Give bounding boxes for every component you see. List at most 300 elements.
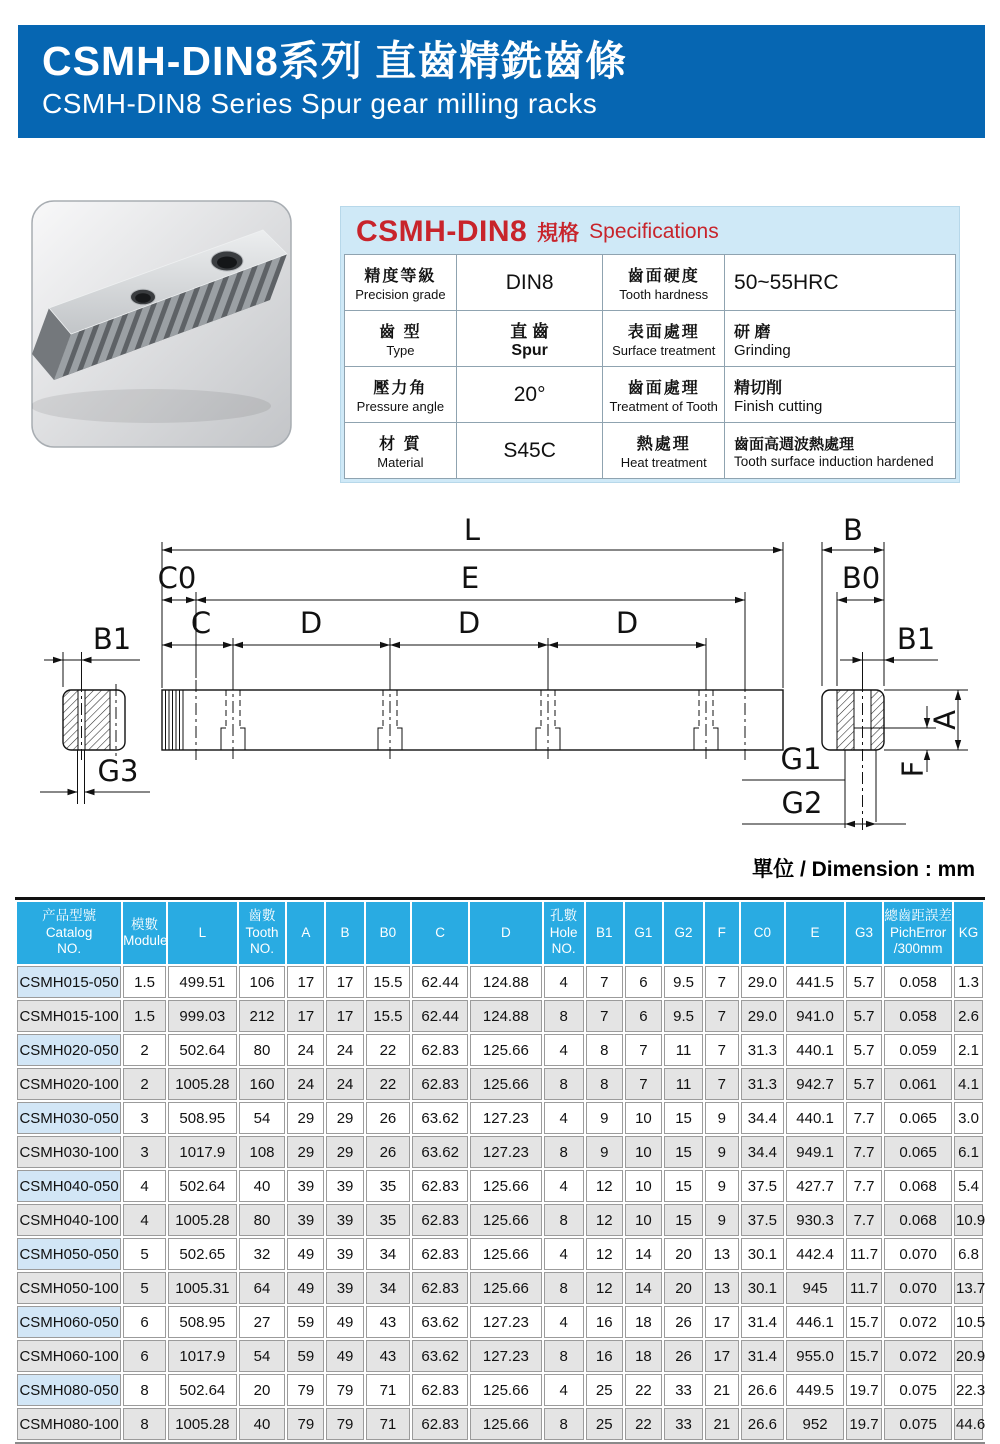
value-cell: 508.95 (168, 1306, 237, 1338)
value-cell: 125.66 (470, 1272, 542, 1304)
dimension-diagram (0, 488, 1000, 860)
product-photo (31, 200, 292, 448)
value-cell: 31.4 (741, 1306, 785, 1338)
value-cell: 12 (586, 1272, 623, 1304)
value-cell: 8 (586, 1068, 623, 1100)
column-header-line: 产品型號 (42, 908, 97, 924)
dimensions-table-head-row (17, 902, 983, 964)
value-cell: 15 (664, 1136, 703, 1168)
spec-brand: CSMH-DIN8 (356, 215, 528, 248)
value-cell: 1005.28 (168, 1068, 237, 1100)
value-cell: 17 (705, 1340, 738, 1372)
value-cell: 20 (239, 1374, 286, 1406)
column-header (705, 902, 738, 964)
value-cell: 0.068 (884, 1170, 952, 1202)
value-cell: 7 (586, 966, 623, 998)
catalog-cell: CSMH060-100 (17, 1340, 121, 1372)
spec-label: 熱處理 Heat treatment (603, 423, 725, 479)
column-header-line: A (301, 924, 311, 940)
column-header-line: KG (958, 924, 979, 940)
dimension-labels (93, 513, 962, 820)
value-cell: 7 (705, 1068, 738, 1100)
column-header-line: F (717, 924, 726, 940)
value-cell: 8 (544, 1340, 584, 1372)
table-row (17, 1272, 983, 1304)
value-cell: 8 (586, 1034, 623, 1066)
dim-label-f: F (896, 760, 930, 778)
catalog-cell: CSMH020-100 (17, 1068, 121, 1100)
value-cell: 26 (366, 1102, 411, 1134)
column-header-line: B0 (379, 924, 397, 940)
dim-label-b1: B1 (92, 622, 132, 656)
value-cell: 2 (123, 1034, 166, 1066)
value-cell: 10 (625, 1102, 662, 1134)
value-cell: 9.5 (664, 966, 703, 998)
catalog-cell: CSMH015-050 (17, 966, 121, 998)
value-cell: 49 (326, 1340, 363, 1372)
dimensions-table (15, 897, 985, 1444)
column-header-line: B1 (595, 924, 613, 940)
value-cell: 502.64 (168, 1170, 237, 1202)
value-cell: 6.8 (954, 1238, 983, 1270)
value-cell: 12 (586, 1170, 623, 1202)
dim-label-c0: C0 (157, 561, 197, 595)
column-header-line: Catalog (45, 924, 93, 940)
value-cell: 64 (239, 1272, 286, 1304)
column-header-line: Hole (549, 924, 578, 940)
value-cell: 25 (586, 1374, 623, 1406)
column-header-line: NO. (551, 941, 576, 957)
value-cell: 7.7 (846, 1204, 882, 1236)
column-header (846, 902, 882, 964)
value-cell: 24 (287, 1034, 324, 1066)
value-cell: 1017.9 (168, 1340, 237, 1372)
value-cell: 0.058 (884, 966, 952, 998)
value-cell: 26 (366, 1136, 411, 1168)
value-cell: 999.03 (168, 1000, 237, 1032)
value-cell: 33 (664, 1374, 703, 1406)
value-cell: 8 (123, 1408, 166, 1440)
spec-title (344, 210, 956, 254)
value-cell: 80 (239, 1204, 286, 1236)
value-cell: 31.3 (741, 1068, 785, 1100)
value-cell: 4 (544, 966, 584, 998)
value-cell: 11.7 (846, 1238, 882, 1270)
value-cell: 446.1 (786, 1306, 844, 1338)
value-cell: 1005.28 (168, 1204, 237, 1236)
spec-grid (344, 254, 956, 479)
column-header-line: /300mm (893, 941, 943, 957)
value-cell: 160 (239, 1068, 286, 1100)
value-cell: 12 (586, 1204, 623, 1236)
value-cell: 31.3 (741, 1034, 785, 1066)
value-cell: 62.83 (412, 1034, 468, 1066)
value-cell: 8 (544, 1068, 584, 1100)
catalog-cell: CSMH015-100 (17, 1000, 121, 1032)
value-cell: 6 (123, 1306, 166, 1338)
value-cell: 10 (625, 1136, 662, 1168)
value-cell: 125.66 (470, 1204, 542, 1236)
value-cell: 39 (326, 1238, 363, 1270)
table-row (17, 1102, 983, 1134)
spec-value: 50~55HRC (725, 255, 956, 311)
value-cell: 9 (705, 1204, 738, 1236)
value-cell: 79 (326, 1408, 363, 1440)
value-cell: 43 (366, 1306, 411, 1338)
value-cell: 502.64 (168, 1034, 237, 1066)
column-header (954, 902, 983, 964)
value-cell: 8 (544, 1272, 584, 1304)
value-cell: 26.6 (741, 1374, 785, 1406)
value-cell: 11 (664, 1068, 703, 1100)
column-header (625, 902, 662, 964)
value-cell: 62.83 (412, 1204, 468, 1236)
value-cell: 0.068 (884, 1204, 952, 1236)
table-row (17, 1204, 983, 1236)
value-cell: 10.5 (954, 1306, 983, 1338)
value-cell: 71 (366, 1408, 411, 1440)
value-cell: 18 (625, 1340, 662, 1372)
dim-label-d: D (615, 606, 639, 640)
table-row (17, 966, 983, 998)
value-cell: 17 (705, 1306, 738, 1338)
catalog-cell: CSMH060-050 (17, 1306, 121, 1338)
value-cell: 22.3 (954, 1374, 983, 1406)
value-cell: 14 (625, 1272, 662, 1304)
value-cell: 8 (123, 1374, 166, 1406)
column-header (544, 902, 584, 964)
value-cell: 33 (664, 1408, 703, 1440)
value-cell: 0.059 (884, 1034, 952, 1066)
dim-label-d: D (457, 606, 481, 640)
column-header (366, 902, 411, 964)
value-cell: 8 (544, 1000, 584, 1032)
table-row (17, 1068, 983, 1100)
value-cell: 5.7 (846, 1000, 882, 1032)
table-row (17, 1034, 983, 1066)
value-cell: 0.072 (884, 1306, 952, 1338)
value-cell: 9 (586, 1136, 623, 1168)
value-cell: 29 (287, 1136, 324, 1168)
value-cell: 39 (326, 1170, 363, 1202)
catalog-cell: CSMH040-050 (17, 1170, 121, 1202)
value-cell: 3 (123, 1102, 166, 1134)
value-cell: 20 (664, 1272, 703, 1304)
value-cell: 21 (705, 1408, 738, 1440)
spec-value: 研 磨 Grinding (725, 311, 956, 367)
value-cell: 2.6 (954, 1000, 983, 1032)
value-cell: 54 (239, 1340, 286, 1372)
value-cell: 941.0 (786, 1000, 844, 1032)
value-cell: 26 (664, 1340, 703, 1372)
value-cell: 10 (625, 1170, 662, 1202)
dimensions-table-body (17, 966, 986, 1440)
column-header-line: 模數 (131, 916, 159, 932)
value-cell: 80 (239, 1034, 286, 1066)
value-cell: 125.66 (470, 1034, 542, 1066)
value-cell: 0.065 (884, 1102, 952, 1134)
value-cell: 9 (705, 1136, 738, 1168)
value-cell: 15.7 (846, 1340, 882, 1372)
value-cell: 29.0 (741, 966, 785, 998)
spec-value: DIN8 (456, 255, 603, 311)
value-cell: 12 (586, 1238, 623, 1270)
spec-table (340, 206, 960, 483)
catalog-cell: CSMH040-100 (17, 1204, 121, 1236)
value-cell: 502.65 (168, 1238, 237, 1270)
value-cell: 17 (326, 966, 363, 998)
value-cell: 3 (123, 1136, 166, 1168)
gear-rack-image (31, 200, 292, 448)
column-header-line: PichError (889, 924, 947, 940)
dim-label-b0: B0 (841, 561, 881, 595)
value-cell: 13.7 (954, 1272, 983, 1304)
value-cell: 930.3 (786, 1204, 844, 1236)
column-header-line: NO. (57, 941, 82, 957)
value-cell: 449.5 (786, 1374, 844, 1406)
column-header-line: G3 (855, 924, 874, 940)
column-header (412, 902, 468, 964)
value-cell: 32 (239, 1238, 286, 1270)
value-cell: 5.7 (846, 1034, 882, 1066)
table-row (17, 1000, 983, 1032)
value-cell: 15 (664, 1204, 703, 1236)
value-cell: 30.1 (741, 1272, 785, 1304)
value-cell: 1.5 (123, 1000, 166, 1032)
value-cell: 0.072 (884, 1340, 952, 1372)
value-cell: 125.66 (470, 1374, 542, 1406)
value-cell: 4.1 (954, 1068, 983, 1100)
value-cell: 29 (326, 1136, 363, 1168)
value-cell: 63.62 (412, 1136, 468, 1168)
value-cell: 39 (287, 1170, 324, 1202)
value-cell: 441.5 (786, 966, 844, 998)
value-cell: 2.1 (954, 1034, 983, 1066)
value-cell: 0.065 (884, 1136, 952, 1168)
column-header (123, 902, 166, 964)
value-cell: 7 (705, 1034, 738, 1066)
value-cell: 5.7 (846, 1068, 882, 1100)
spec-label: 材 質 Material (345, 423, 457, 479)
value-cell: 15.5 (366, 1000, 411, 1032)
value-cell: 26 (664, 1306, 703, 1338)
value-cell: 62.83 (412, 1170, 468, 1202)
value-cell: 212 (239, 1000, 286, 1032)
column-header (884, 902, 952, 964)
value-cell: 4 (123, 1170, 166, 1202)
value-cell: 7 (705, 1000, 738, 1032)
dim-label-a: A (928, 710, 962, 730)
value-cell: 18 (625, 1306, 662, 1338)
value-cell: 508.95 (168, 1102, 237, 1134)
dim-label-d: D (299, 606, 323, 640)
value-cell: 7 (625, 1034, 662, 1066)
column-header (168, 902, 237, 964)
value-cell: 8 (544, 1408, 584, 1440)
spec-title-zh: 規格 (537, 222, 580, 245)
spec-label: 壓力角 Pressure angle (345, 367, 457, 423)
value-cell: 0.061 (884, 1068, 952, 1100)
dim-label-g3: G3 (97, 754, 139, 788)
value-cell: 125.66 (470, 1068, 542, 1100)
value-cell: 7 (586, 1000, 623, 1032)
value-cell: 39 (326, 1272, 363, 1304)
value-cell: 29 (326, 1102, 363, 1134)
value-cell: 952 (786, 1408, 844, 1440)
dim-label-b1: B1 (896, 622, 936, 656)
value-cell: 9 (705, 1170, 738, 1202)
value-cell: 35 (366, 1204, 411, 1236)
value-cell: 0.058 (884, 1000, 952, 1032)
value-cell: 16 (586, 1306, 623, 1338)
value-cell: 15.5 (366, 966, 411, 998)
value-cell: 7 (625, 1068, 662, 1100)
value-cell: 30.1 (741, 1238, 785, 1270)
column-header (664, 902, 703, 964)
value-cell: 24 (326, 1068, 363, 1100)
value-cell: 108 (239, 1136, 286, 1168)
column-header-line: Module (123, 933, 168, 948)
value-cell: 11.7 (846, 1272, 882, 1304)
value-cell: 35 (366, 1170, 411, 1202)
value-cell: 15 (664, 1102, 703, 1134)
value-cell: 1.3 (954, 966, 983, 998)
value-cell: 6 (625, 966, 662, 998)
value-cell: 39 (326, 1204, 363, 1236)
value-cell: 34.4 (741, 1102, 785, 1134)
value-cell: 13 (705, 1238, 738, 1270)
value-cell: 79 (287, 1408, 324, 1440)
value-cell: 22 (366, 1068, 411, 1100)
value-cell: 71 (366, 1374, 411, 1406)
value-cell: 1005.31 (168, 1272, 237, 1304)
value-cell: 427.7 (786, 1170, 844, 1202)
value-cell: 44.6 (954, 1408, 983, 1440)
value-cell: 442.4 (786, 1238, 844, 1270)
value-cell: 2 (123, 1068, 166, 1100)
value-cell: 10 (625, 1204, 662, 1236)
spec-row (345, 311, 956, 367)
dim-label-e: E (460, 561, 480, 595)
column-header (287, 902, 324, 964)
value-cell: 62.83 (412, 1068, 468, 1100)
spec-value: 齒面高週波熱處理 Tooth surface induction hardened (725, 423, 956, 479)
column-header-line: L (198, 924, 207, 940)
value-cell: 29 (287, 1102, 324, 1134)
spec-value: 20° (456, 367, 603, 423)
value-cell: 43 (366, 1340, 411, 1372)
catalog-cell: CSMH030-050 (17, 1102, 121, 1134)
catalog-cell: CSMH080-050 (17, 1374, 121, 1406)
column-header (239, 902, 286, 964)
value-cell: 106 (239, 966, 286, 998)
value-cell: 34.4 (741, 1136, 785, 1168)
value-cell: 37.5 (741, 1170, 785, 1202)
spec-value: 精切削 Finish cutting (725, 367, 956, 423)
value-cell: 125.66 (470, 1238, 542, 1270)
table-row (17, 1238, 983, 1270)
value-cell: 7.7 (846, 1102, 882, 1134)
spec-label: 齒 型 Type (345, 311, 457, 367)
technical-drawing (0, 488, 1000, 860)
catalog-cell: CSMH050-050 (17, 1238, 121, 1270)
value-cell: 26.6 (741, 1408, 785, 1440)
spec-value: S45C (456, 423, 603, 479)
value-cell: 5.4 (954, 1170, 983, 1202)
spec-row (345, 423, 956, 479)
value-cell: 4 (544, 1306, 584, 1338)
value-cell: 17 (326, 1000, 363, 1032)
spec-title-en: Specifications (589, 220, 719, 243)
value-cell: 440.1 (786, 1102, 844, 1134)
value-cell: 124.88 (470, 966, 542, 998)
value-cell: 4 (544, 1034, 584, 1066)
banner (18, 25, 985, 138)
value-cell: 62.83 (412, 1374, 468, 1406)
value-cell: 6 (625, 1000, 662, 1032)
column-header-line: 孔數 (550, 908, 578, 924)
column-header-line: G2 (674, 924, 693, 940)
catalog-cell: CSMH050-100 (17, 1272, 121, 1304)
value-cell: 127.23 (470, 1306, 542, 1338)
value-cell: 39 (287, 1204, 324, 1236)
value-cell: 15 (664, 1170, 703, 1202)
value-cell: 54 (239, 1102, 286, 1134)
value-cell: 5.7 (846, 966, 882, 998)
table-row (17, 1306, 983, 1338)
page-subtitle: CSMH-DIN8 Series Spur gear milling racks (42, 88, 598, 120)
value-cell: 8 (544, 1204, 584, 1236)
spec-row (345, 255, 956, 311)
value-cell: 499.51 (168, 966, 237, 998)
spec-label: 齒面硬度 Tooth hardness (603, 255, 725, 311)
value-cell: 59 (287, 1340, 324, 1372)
column-header-line: D (500, 924, 511, 940)
value-cell: 1017.9 (168, 1136, 237, 1168)
value-cell: 9.5 (664, 1000, 703, 1032)
column-header-line: 齒數 (248, 908, 276, 924)
value-cell: 79 (287, 1374, 324, 1406)
value-cell: 59 (287, 1306, 324, 1338)
dim-label-g2: G2 (781, 786, 823, 820)
value-cell: 6 (123, 1340, 166, 1372)
value-cell: 7 (705, 966, 738, 998)
value-cell: 4 (544, 1374, 584, 1406)
value-cell: 62.83 (412, 1408, 468, 1440)
value-cell: 31.4 (741, 1340, 785, 1372)
value-cell: 34 (366, 1238, 411, 1270)
value-cell: 10.9 (954, 1204, 983, 1236)
value-cell: 0.070 (884, 1238, 952, 1270)
units-note: 單位 / Dimension : mm (752, 858, 975, 881)
value-cell: 124.88 (470, 1000, 542, 1032)
value-cell: 62.83 (412, 1238, 468, 1270)
value-cell: 16 (586, 1340, 623, 1372)
value-cell: 20 (664, 1238, 703, 1270)
value-cell: 7.7 (846, 1170, 882, 1202)
value-cell: 49 (287, 1272, 324, 1304)
value-cell: 1005.28 (168, 1408, 237, 1440)
value-cell: 21 (705, 1374, 738, 1406)
value-cell: 4 (544, 1238, 584, 1270)
spec-label: 精度等級 Precision grade (345, 255, 457, 311)
column-header-line: C (435, 924, 446, 940)
column-header-line: C0 (753, 924, 772, 940)
value-cell: 24 (326, 1034, 363, 1066)
value-cell: 40 (239, 1170, 286, 1202)
column-header-line: E (810, 924, 820, 940)
value-cell: 25 (586, 1408, 623, 1440)
